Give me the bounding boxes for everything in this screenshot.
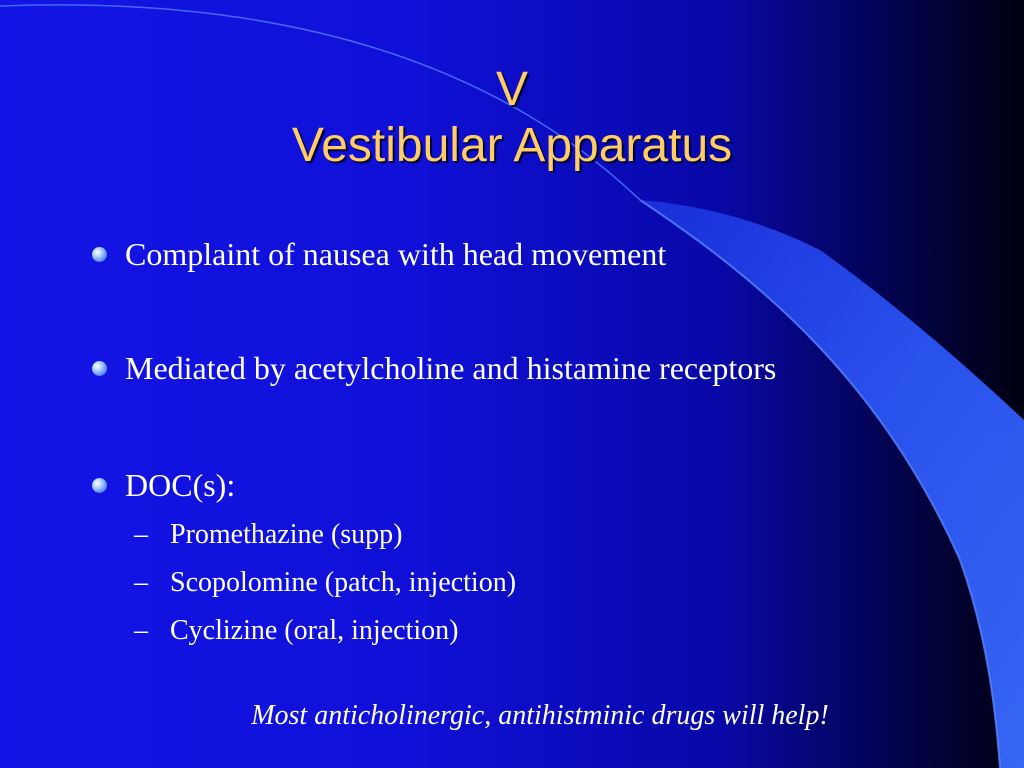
sub-bullet-item (134, 567, 516, 599)
bullet-dot-icon (92, 478, 107, 493)
dash-marker: – (134, 519, 148, 550)
bullet-item (92, 467, 235, 503)
title-line-1: V (495, 63, 528, 116)
bullet-text: Mediated by acetylcholine and histamine receptors (125, 350, 777, 386)
bullet-text: DOC(s): (125, 467, 236, 503)
bullet-item (92, 236, 666, 272)
bullet-text: Complaint of nausea with head movement (125, 236, 667, 272)
bullet-dot-icon (92, 247, 107, 262)
dash-marker: – (134, 615, 148, 646)
sub-bullet-text: Cyclizine (oral, injection) (170, 615, 459, 646)
sub-bullet-text: Promethazine (supp) (170, 519, 403, 550)
bullet-dot-icon (92, 361, 107, 376)
dash-marker: – (134, 567, 148, 598)
title-line-2: Vestibular Apparatus (291, 119, 733, 172)
sub-bullet-item (134, 519, 403, 551)
sub-bullet-item (134, 615, 458, 647)
sub-bullet-text: Scopolomine (patch, injection) (170, 567, 517, 598)
bullet-item (92, 350, 776, 386)
footnote: Most anticholinergic, antihistminic drugs will help! (251, 700, 829, 731)
